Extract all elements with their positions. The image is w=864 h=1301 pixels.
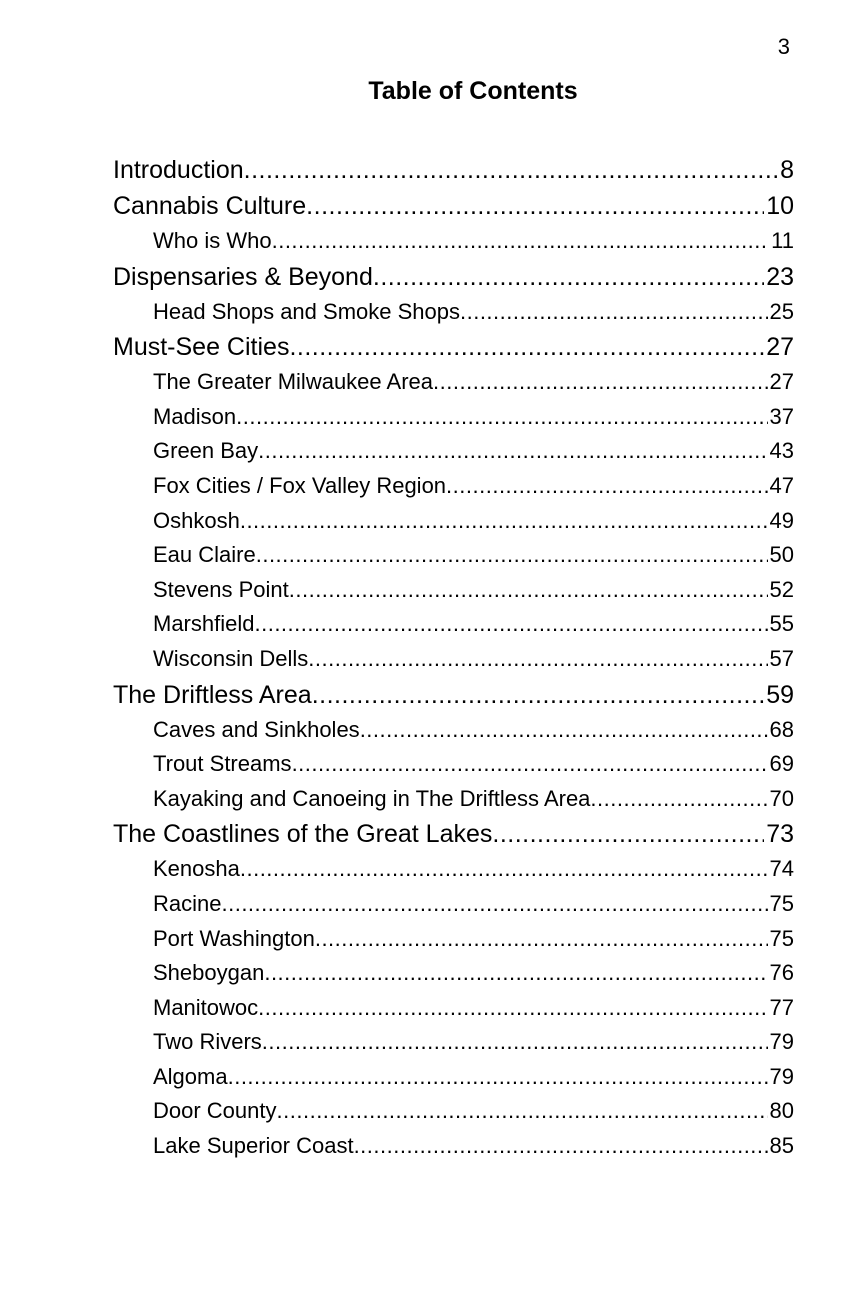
toc-entry[interactable]: [113, 607, 794, 642]
toc-entry[interactable]: [113, 400, 794, 435]
toc-entry[interactable]: [113, 782, 794, 817]
toc-entry-page: 57: [769, 645, 794, 671]
toc-leader-dots: [433, 365, 767, 400]
toc-leader-dots: [446, 469, 767, 504]
toc-entry-page: 68: [769, 716, 794, 742]
toc-entry-page: 8: [780, 156, 794, 184]
toc-entry[interactable]: [113, 295, 794, 330]
toc-entry[interactable]: [113, 434, 794, 469]
toc-entry-page: 85: [769, 1133, 794, 1159]
toc-entry-label: Must-See Cities: [113, 333, 290, 362]
toc-entry-label: Algoma: [153, 1063, 228, 1089]
toc-entry-page: 75: [769, 890, 794, 916]
toc-entry-label: The Driftless Area: [113, 680, 312, 709]
toc-entry-page: 27: [766, 333, 794, 362]
toc-entry-label: Fox Cities / Fox Valley Region: [153, 472, 447, 498]
toc-leader-dots: [292, 747, 768, 782]
toc-entry-page: 80: [769, 1098, 794, 1124]
toc-leader-dots: [228, 1060, 768, 1095]
toc-entry-page: 70: [769, 785, 794, 811]
toc-entry[interactable]: [113, 538, 794, 573]
toc-entry-page: 69: [769, 751, 794, 777]
toc-entry-label: Oshkosh: [153, 507, 240, 533]
toc-entry-label: Stevens Point: [153, 576, 289, 602]
toc-entry-page: 55: [769, 611, 794, 637]
toc-list: [113, 152, 794, 1164]
toc-entry-page: 47: [769, 472, 794, 498]
toc-leader-dots: [312, 677, 765, 713]
toc-entry[interactable]: [113, 504, 794, 539]
toc-leader-dots: [289, 573, 768, 608]
toc-entry-label: Green Bay: [153, 438, 259, 464]
toc-entry-page: 25: [769, 298, 794, 324]
toc-entry[interactable]: [113, 991, 794, 1026]
toc-leader-dots: [306, 188, 764, 224]
toc-entry-label: Two Rivers: [153, 1029, 262, 1055]
toc-leader-dots: [492, 816, 764, 852]
toc-leader-dots: [258, 434, 767, 469]
toc-entry[interactable]: [113, 747, 794, 782]
toc-entry[interactable]: [113, 1025, 794, 1060]
toc-leader-dots: [256, 538, 768, 573]
toc-leader-dots: [460, 295, 768, 330]
toc-entry[interactable]: [113, 259, 794, 295]
toc-entry-page: 50: [769, 542, 794, 568]
toc-leader-dots: [277, 1094, 768, 1129]
toc-leader-dots: [244, 152, 778, 188]
toc-entry-label: Port Washington: [153, 925, 315, 951]
toc-entry-page: 73: [766, 820, 794, 849]
toc-entry[interactable]: [113, 922, 794, 957]
toc-entry[interactable]: [113, 642, 794, 677]
toc-entry-label: Eau Claire: [153, 542, 256, 568]
page-number: 3: [777, 34, 790, 59]
toc-title: Table of Contents: [368, 77, 578, 105]
toc-entry-page: 49: [769, 507, 794, 533]
toc-entry-label: Who is Who: [153, 228, 272, 253]
toc-leader-dots: [590, 782, 767, 817]
toc-entry-label: Trout Streams: [153, 751, 292, 777]
toc-entry[interactable]: [113, 1129, 794, 1164]
toc-entry-page: 79: [769, 1029, 794, 1055]
toc-entry-label: The Coastlines of the Great Lakes: [113, 820, 493, 849]
toc-leader-dots: [254, 607, 767, 642]
toc-entry[interactable]: [113, 152, 794, 188]
toc-entry[interactable]: [113, 573, 794, 608]
toc-entry-page: 10: [766, 192, 794, 220]
toc-entry[interactable]: [113, 713, 794, 748]
toc-entry-page: 43: [769, 438, 794, 464]
toc-entry[interactable]: [113, 365, 794, 400]
toc-entry-label: Lake Superior Coast: [153, 1133, 354, 1159]
toc-entry-label: Cannabis Culture: [113, 192, 307, 220]
toc-leader-dots: [240, 504, 768, 539]
toc-entry-label: Manitowoc: [153, 994, 259, 1020]
toc-entry[interactable]: [113, 1060, 794, 1095]
toc-entry-label: Sheboygan: [153, 960, 265, 986]
toc-entry[interactable]: [113, 329, 794, 365]
toc-leader-dots: [236, 400, 767, 435]
toc-entry-label: Racine: [153, 890, 222, 916]
toc-leader-dots: [308, 642, 767, 677]
toc-entry-page: 59: [766, 680, 794, 709]
toc-leader-dots: [272, 224, 770, 259]
toc-entry[interactable]: [113, 224, 794, 259]
toc-entry-page: 11: [771, 228, 794, 253]
toc-leader-dots: [262, 1025, 768, 1060]
toc-entry[interactable]: [113, 816, 794, 852]
toc-entry-label: Wisconsin Dells: [153, 645, 309, 671]
toc-leader-dots: [264, 956, 767, 991]
toc-leader-dots: [258, 991, 767, 1026]
toc-entry-label: Head Shops and Smoke Shops: [153, 298, 460, 324]
toc-entry-page: 76: [769, 960, 794, 986]
toc-entry-page: 27: [769, 369, 794, 395]
toc-entry[interactable]: [113, 677, 794, 713]
toc-entry-label: Dispensaries & Beyond: [113, 262, 373, 291]
toc-entry[interactable]: [113, 188, 794, 224]
toc-leader-dots: [240, 852, 768, 887]
toc-entry-page: 77: [769, 994, 794, 1020]
toc-entry[interactable]: [113, 469, 794, 504]
toc-entry-label: Kenosha: [153, 856, 240, 882]
toc-leader-dots: [289, 329, 764, 365]
toc-entry[interactable]: [113, 1094, 794, 1129]
toc-leader-dots: [354, 1129, 768, 1164]
toc-entry-label: The Greater Milwaukee Area: [153, 369, 434, 395]
toc-entry-label: Marshfield: [153, 611, 255, 637]
toc-entry-label: Introduction: [113, 156, 244, 184]
toc-entry-label: Caves and Sinkholes: [153, 716, 360, 742]
toc-leader-dots: [373, 259, 764, 295]
toc-entry-page: 23: [766, 262, 794, 291]
toc-leader-dots: [360, 713, 768, 748]
toc-entry-page: 74: [769, 856, 794, 882]
toc-entry-page: 37: [769, 403, 794, 429]
toc-entry-page: 52: [769, 576, 794, 602]
toc-entry-label: Kayaking and Canoeing in The Driftless Area: [153, 785, 591, 811]
toc-entry[interactable]: [113, 852, 794, 887]
toc-entry[interactable]: [113, 956, 794, 991]
toc-entry-page: 75: [769, 925, 794, 951]
toc-leader-dots: [315, 922, 768, 957]
toc-entry-label: Madison: [153, 403, 237, 429]
toc-entry[interactable]: [113, 887, 794, 922]
toc-leader-dots: [221, 887, 767, 922]
toc-entry-page: 79: [769, 1063, 794, 1089]
toc-entry-label: Door County: [153, 1098, 277, 1124]
